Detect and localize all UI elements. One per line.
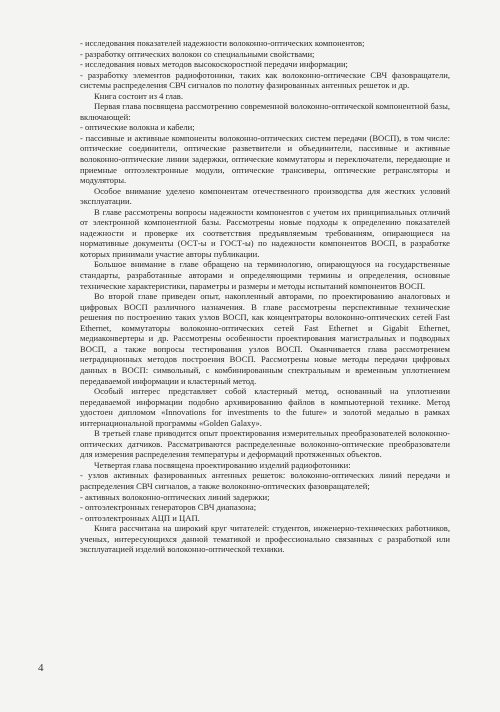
- paragraph: Большое внимание в главе обращено на терминологию, опирающуюся на государственные стандарты, разработанные авторами и определяющими термины и определения, основные технические характеристики, параметры и размеры и методы испытаний компонентов ВОСП.: [80, 259, 450, 291]
- paragraph: Четвертая глава посвящена проектированию изделий радиофотоники:: [94, 459, 351, 470]
- paragraph: Книга состоит из 4 глав.: [94, 90, 183, 101]
- list-item: - оптоэлектронных АЦП и ЦАП.: [80, 512, 200, 523]
- list-item: - исследования новых методов высокоскоростной передачи информации;: [80, 59, 348, 70]
- list-item: - оптоэлектронных генераторов СВЧ диапазона;: [80, 502, 257, 513]
- list-item: - оптические волокна и кабели;: [80, 122, 195, 133]
- body-text: [80, 38, 450, 555]
- paragraph: Книга рассчитана на широкий круг читателей: студентов, инженерно-технических работников, ученых, интересующихся данной тематикой и профессионально связанных с разработкой или эксплуатацией изделий волоконно-оптической техники.: [80, 523, 450, 555]
- page-number: 4: [38, 662, 44, 674]
- paragraph: Особое внимание уделено компонентам отечественного производства для жестких условий эксплуатации.: [80, 185, 450, 207]
- list-item: - разработку элементов радиофотоники, таких как волоконно-оптические СВЧ фазовращатели, системы распределения СВЧ сигналов по полотну фазированных антенных решеток и др.: [80, 69, 450, 91]
- list-item: - исследования показателей надежности волоконно-оптических компонентов;: [80, 38, 365, 48]
- list-item: - пассивные и активные компоненты волоконно-оптических систем передачи (ВОСП), в том числе: оптические соединители, оптические разветвители и объединители, пассивные и активные волоконно-оптические линии задержки, оптические коммутаторы и переключатели, передающие и приемные оптоэлектронные модули, оптические трансиверы, оптические ретрансляторы и модуляторы.: [80, 132, 450, 186]
- list-item: - разработку оптических волокон со специальными свойствами;: [80, 48, 315, 59]
- paragraph: Во второй главе приведен опыт, накопленный авторами, по проектированию аналоговых и цифровых ВОСП различного назначения. В главе рассмотрены перспективные технические решения по построению таких узлов ВОСП, как концентраторы волоконно-оптических сетей Fast Ethernet, коммутаторы волоконно-оптических сетей Fast Ethernet и Gigabit Ethernet, медиаконвертеры и др. Рассмотрены особенности проектирования магистральных и подводных ВОСП, а также вопросы тестирования узлов ВОСП. Оканчивается глава рассмотрением нетрадиционных методов построения ВОСП. Рассмотрены новые методы передачи цифровых данных в ВОСП: символьный, с комбинированным спектральным и временным уплотнением передаваемой информации и кластерный метод.: [80, 291, 450, 386]
- paragraph: Первая глава посвящена рассмотрению современной волоконно-оптической компонентной базы, включающей:: [80, 101, 450, 122]
- list-item: - узлов активных фазированных антенных решеток: волоконно-оптических линий передачи и распределения СВЧ сигналов, а также волоконно-оптических фазовращателей;: [80, 470, 450, 491]
- paragraph: В третьей главе приводится опыт проектирования измерительных преобразователей волоконно-оптических датчиков. Рассматриваются распределенные волоконно-оптические преобразователи для измерения распределения температуры и деформаций протяженных объектов.: [80, 428, 450, 460]
- paragraph: Особый интерес представляет собой кластерный метод, основанный на уплотнении передаваемой информации подобно архивированию файлов в компьютерной технике. Метод удостоен дипломом «Innovations for investments to the future» и золотой медалью в рамках интернациональной программы «Golden Galaxy».: [80, 386, 450, 428]
- paragraph: В главе рассмотрены вопросы надежности компонентов с учетом их принципиальных отличий от электронной компонентной базы. Рассмотрены новые подходы к определению показателей надежности и проверке их соответствия предъявляемым требованиям, опирающиеся на нормативные документы (ОСТ-ы и ГОСТ-ы) по надежности компонентов ВОСП, в разработке которых принимали участие авторы публикации.: [80, 206, 450, 259]
- list-item: - активных волоконно-оптических линий задержки;: [80, 491, 270, 502]
